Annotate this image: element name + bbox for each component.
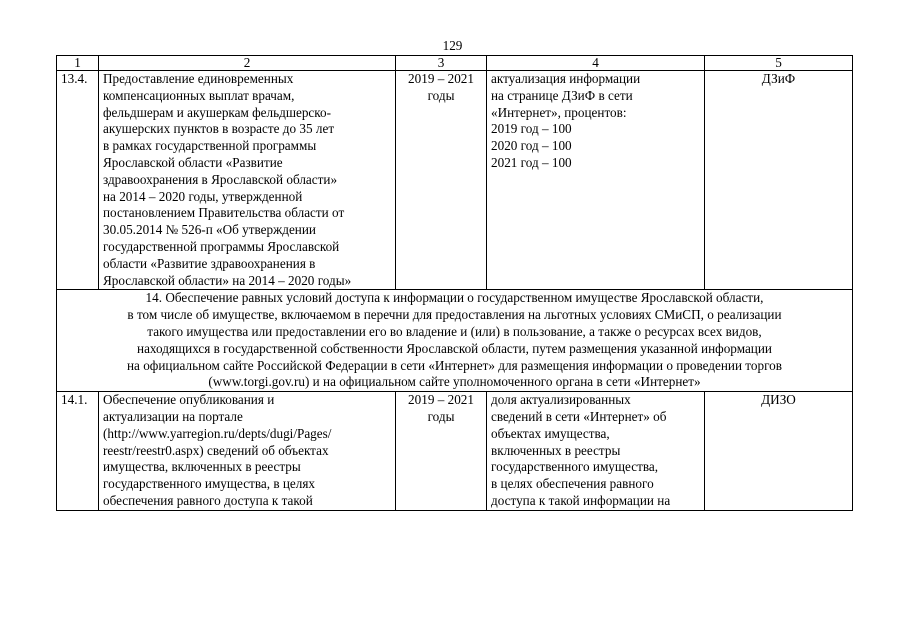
column-header-2: 2: [99, 56, 396, 71]
indicator-cell: актуализация информации на странице ДЗиФ в сети «Интернет», процентов: 2019 год – 100 2020 год – 100 2021 год – 100: [487, 71, 705, 290]
row-number: 14.1.: [57, 392, 99, 511]
section-header-row: [57, 290, 853, 392]
section-14-heading: 14. Обеспечение равных условий доступа к информации о государственном имуществе Ярославской области, в том числе об имуществе, включаемом в перечни для предоставления на льготных условиях СМиСП, о реализации такого имущества или предоставлении его во владение и (или) в пользование, а также о ресурсах всех видов, находящихся в государственной собственности Ярославской области, путем размещения указанной информации на официальном сайте Российской Федерации в сети «Интернет» для размещения информации о проведении торгов (www.torgi.gov.ru) и на официальном сайте уполномоченного органа в сети «Интернет»: [57, 290, 853, 392]
period-cell: 2019 – 2021 годы: [396, 392, 487, 511]
measure-cell: Предоставление единовременных компенсационных выплат врачам, фельдшерам и акушеркам фельдшерско- акушерских пунктов в возрасте до 35 лет в рамках государственной программы Ярославской области «Развитие здравоохранения в Ярославской области» на 2014 – 2020 годы, утвержденной постановлением Правительства области от 30.05.2014 № 526-п «Об утверждении государственной программы Ярославской области «Развитие здравоохранения в Ярославской области» на 2014 – 2020 годы»: [99, 71, 396, 290]
column-header-1: 1: [57, 56, 99, 71]
column-header-5: 5: [705, 56, 853, 71]
column-header-4: 4: [487, 56, 705, 71]
measures-table: [56, 55, 853, 511]
executor-cell: ДИЗО: [705, 392, 853, 511]
column-header-row: [57, 56, 853, 71]
table-row: [57, 392, 853, 511]
executor-cell: ДЗиФ: [705, 71, 853, 290]
row-number: 13.4.: [57, 71, 99, 290]
indicator-cell: доля актуализированных сведений в сети «Интернет» об объектах имущества, включенных в реестры государственного имущества, в целях обеспечения равного доступа к такой информации на: [487, 392, 705, 511]
measure-cell: Обеспечение опубликования и актуализации на портале (http://www.yarregion.ru/depts/dugi/Pages/ reestr/reestr0.aspx) сведений об объектах имущества, включенных в реестры государственного имущества, в целях обеспечения равного доступа к такой: [99, 392, 396, 511]
period-cell: 2019 – 2021 годы: [396, 71, 487, 290]
column-header-3: 3: [396, 56, 487, 71]
page-number: 129: [442, 38, 463, 53]
table-row: [57, 71, 853, 290]
